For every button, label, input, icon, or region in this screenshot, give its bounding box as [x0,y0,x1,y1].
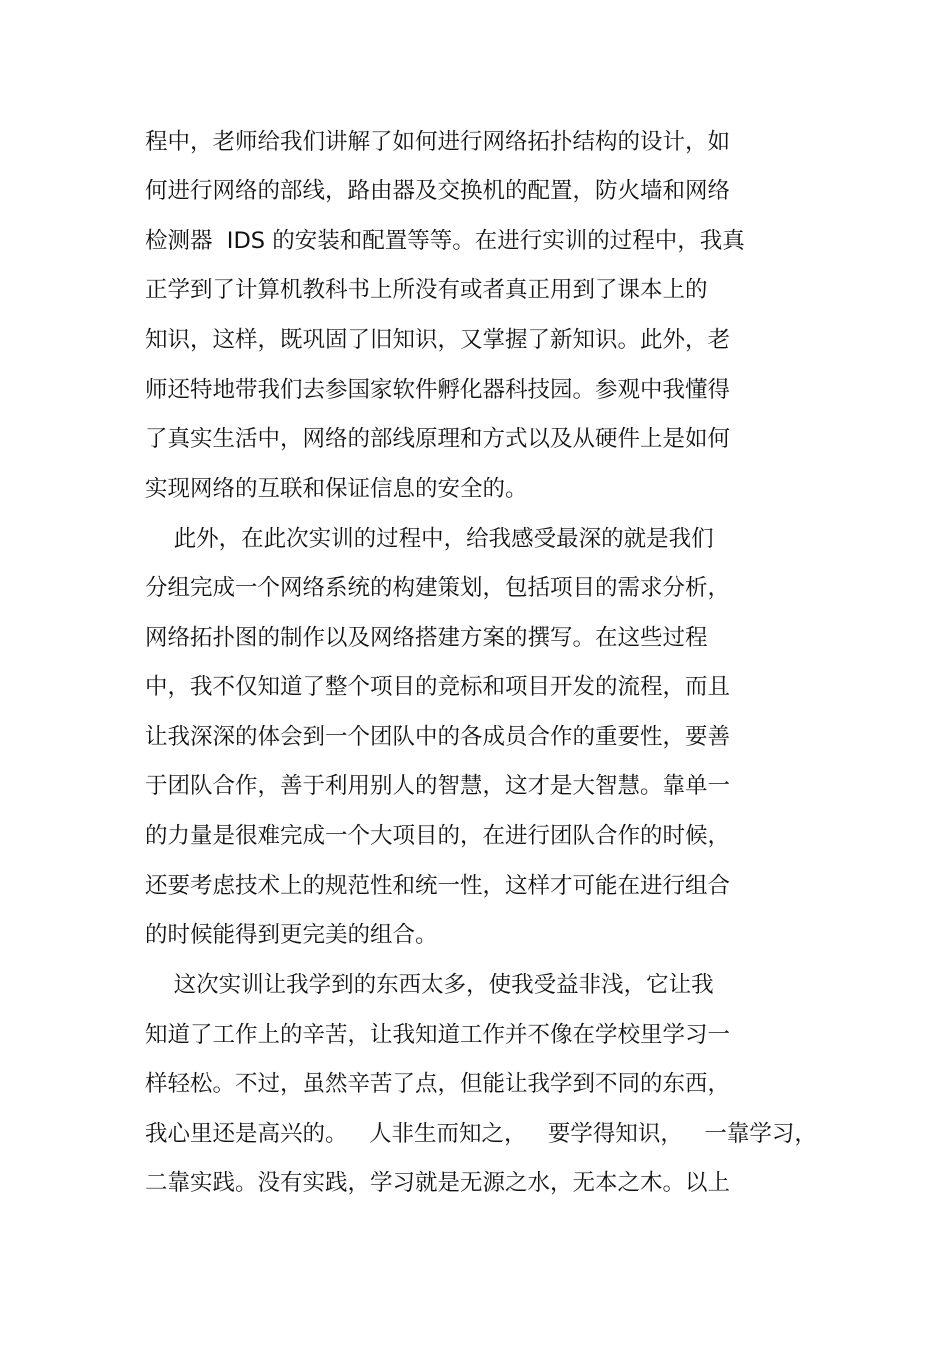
text-line: 何进行网络的部线，路由器及交换机的配置，防火墙和网络 [145,178,731,204]
text-line: 网络拓扑图的制作以及网络搭建方案的撰写。在这些过程 [145,625,708,651]
text-line: 师还特地带我们去参国家软件孵化器科技园。参观中我懂得 [145,377,731,403]
paragraph-first-line: 这次实训让我学到的东西太多，使我受益非浅，它让我 [145,972,714,998]
text-line: 样轻松。不过，虽然辛苦了点，但能让我学到不同的东西， [145,1071,731,1097]
text-line: 实现网络的互联和保证信息的安全的。 [145,476,528,502]
text-line: 的力量是很难完成一个大项目的，在进行团队合作的时候， [145,823,731,849]
text-line: 知道了工作上的辛苦，让我知道工作并不像在学校里学习一 [145,1022,731,1048]
text-line: 程中，老师给我们讲解了如何进行网络拓扑结构的设计，如 [145,129,731,155]
text-line: 的时候能得到更完美的组合。 [145,922,438,948]
text-line: 二靠实践。没有实践，学习就是无源之水，无本之木。以上 [145,1170,731,1196]
text-line: 检测器 IDS 的安装和配置等等。在进行实训的过程中，我真 [145,228,745,254]
text-line: 分组完成一个网络系统的构建策划，包括项目的需求分析， [145,575,731,601]
text-line: 让我深深的体会到一个团队中的各成员合作的重要性，要善 [145,724,731,750]
text-line: 中，我不仅知道了整个项目的竞标和项目开发的流程，而且 [145,674,731,700]
text-line: 知识，这样，既巩固了旧知识，又掌握了新知识。此外，老 [145,327,731,353]
text-line: 还要考虑技术上的规范性和统一性，这样才可能在进行组合 [145,873,731,899]
text-line: 于团队合作，善于利用别人的智慧，这才是大智慧。靠单一 [145,773,731,799]
text-line: 我心里还是高兴的。 人非生而知之， 要学得知识， 一靠学习， [145,1121,817,1147]
text-line: 正学到了计算机教科书上所没有或者真正用到了课本上的 [145,277,708,303]
paragraph-first-line: 此外，在此次实训的过程中，给我感受最深的就是我们 [145,526,714,552]
text-line: 了真实生活中，网络的部线原理和方式以及从硬件上是如何 [145,426,731,452]
